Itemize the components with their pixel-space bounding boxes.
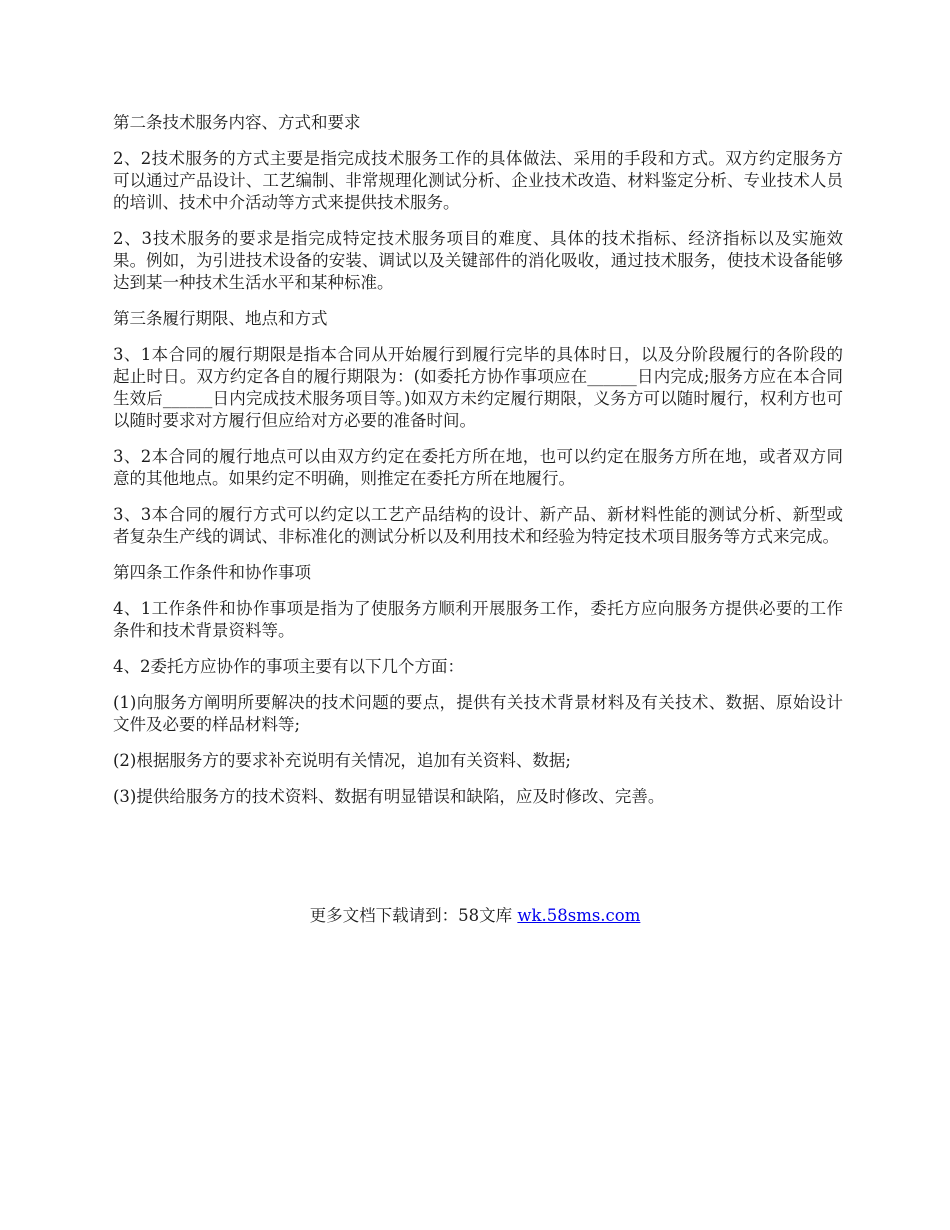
paragraph-4-2: 4、2委托方应协作的事项主要有以下几个方面： <box>113 657 464 676</box>
paragraph-3-3: 3、3本合同的履行方式可以约定以工艺产品结构的设计、新产品、新材料性能的测试分析、新型或者复杂生产线的调试、非标准化的测试分析以及利用技术和经验为特定技术项目服务等方式来完成。 <box>113 505 843 546</box>
paragraph-3-2: 3、2本合同的履行地点可以由双方约定在委托方所在地，也可以约定在服务方所在地，或者双方同意的其他地点。如果约定不明确，则推定在委托方所在地履行。 <box>113 447 843 488</box>
paragraph-2-2: 2、2技术服务的方式主要是指完成技术服务工作的具体做法、采用的手段和方式。双方约定服务方可以通过产品设计、工艺编制、非常规理化测试分析、企业技术改造、材料鉴定分析、专业技术人员的培训、技术中介活动等方式来提供技术服务。 <box>113 149 843 212</box>
section-4-heading: 第四条工作条件和协作事项 <box>113 563 311 582</box>
footer-text: 更多文档下载请到：58文库 <box>309 906 518 925</box>
paragraph-4-1: 4、1工作条件和协作事项是指为了使服务方顺利开展服务工作，委托方应向服务方提供必要的工作条件和技术背景资料等。 <box>113 599 843 640</box>
list-item-1: (1)向服务方阐明所要解决的技术问题的要点，提供有关技术背景材料及有关技术、数据、原始设计文件及必要的样品材料等; <box>113 693 843 734</box>
paragraph-3-1: 3、1本合同的履行期限是指本合同从开始履行到履行完毕的具体时日，以及分阶段履行的各阶段的起止时日。双方约定各自的履行期限为：(如委托方协作事项应在______日内完成;服务方应在本合同生效后______日内完成技术服务项目等。)如双方未约定履行期限，义务方可以随时履行，权利方也可以随时要求对方履行但应给对方必要的准备时间。 <box>113 345 843 430</box>
list-item-2: (2)根据服务方的要求补充说明有关情况，追加有关资料、数据; <box>113 751 571 770</box>
footer-link[interactable]: wk.58sms.com <box>517 906 641 925</box>
section-2-heading: 第二条技术服务内容、方式和要求 <box>113 113 361 132</box>
paragraph-2-3: 2、3技术服务的要求是指完成特定技术服务项目的难度、具体的技术指标、经济指标以及实施效果。例如，为引进技术设备的安装、调试以及关键部件的消化吸收，通过技术服务，使技术设备能够达到某一种技术生活水平和某种标准。 <box>113 229 843 292</box>
list-item-3: (3)提供给服务方的技术资料、数据有明显错误和缺陷，应及时修改、完善。 <box>113 787 665 806</box>
section-3-heading: 第三条履行期限、地点和方式 <box>113 309 328 328</box>
document-body <box>113 112 843 822</box>
footer <box>0 905 950 927</box>
